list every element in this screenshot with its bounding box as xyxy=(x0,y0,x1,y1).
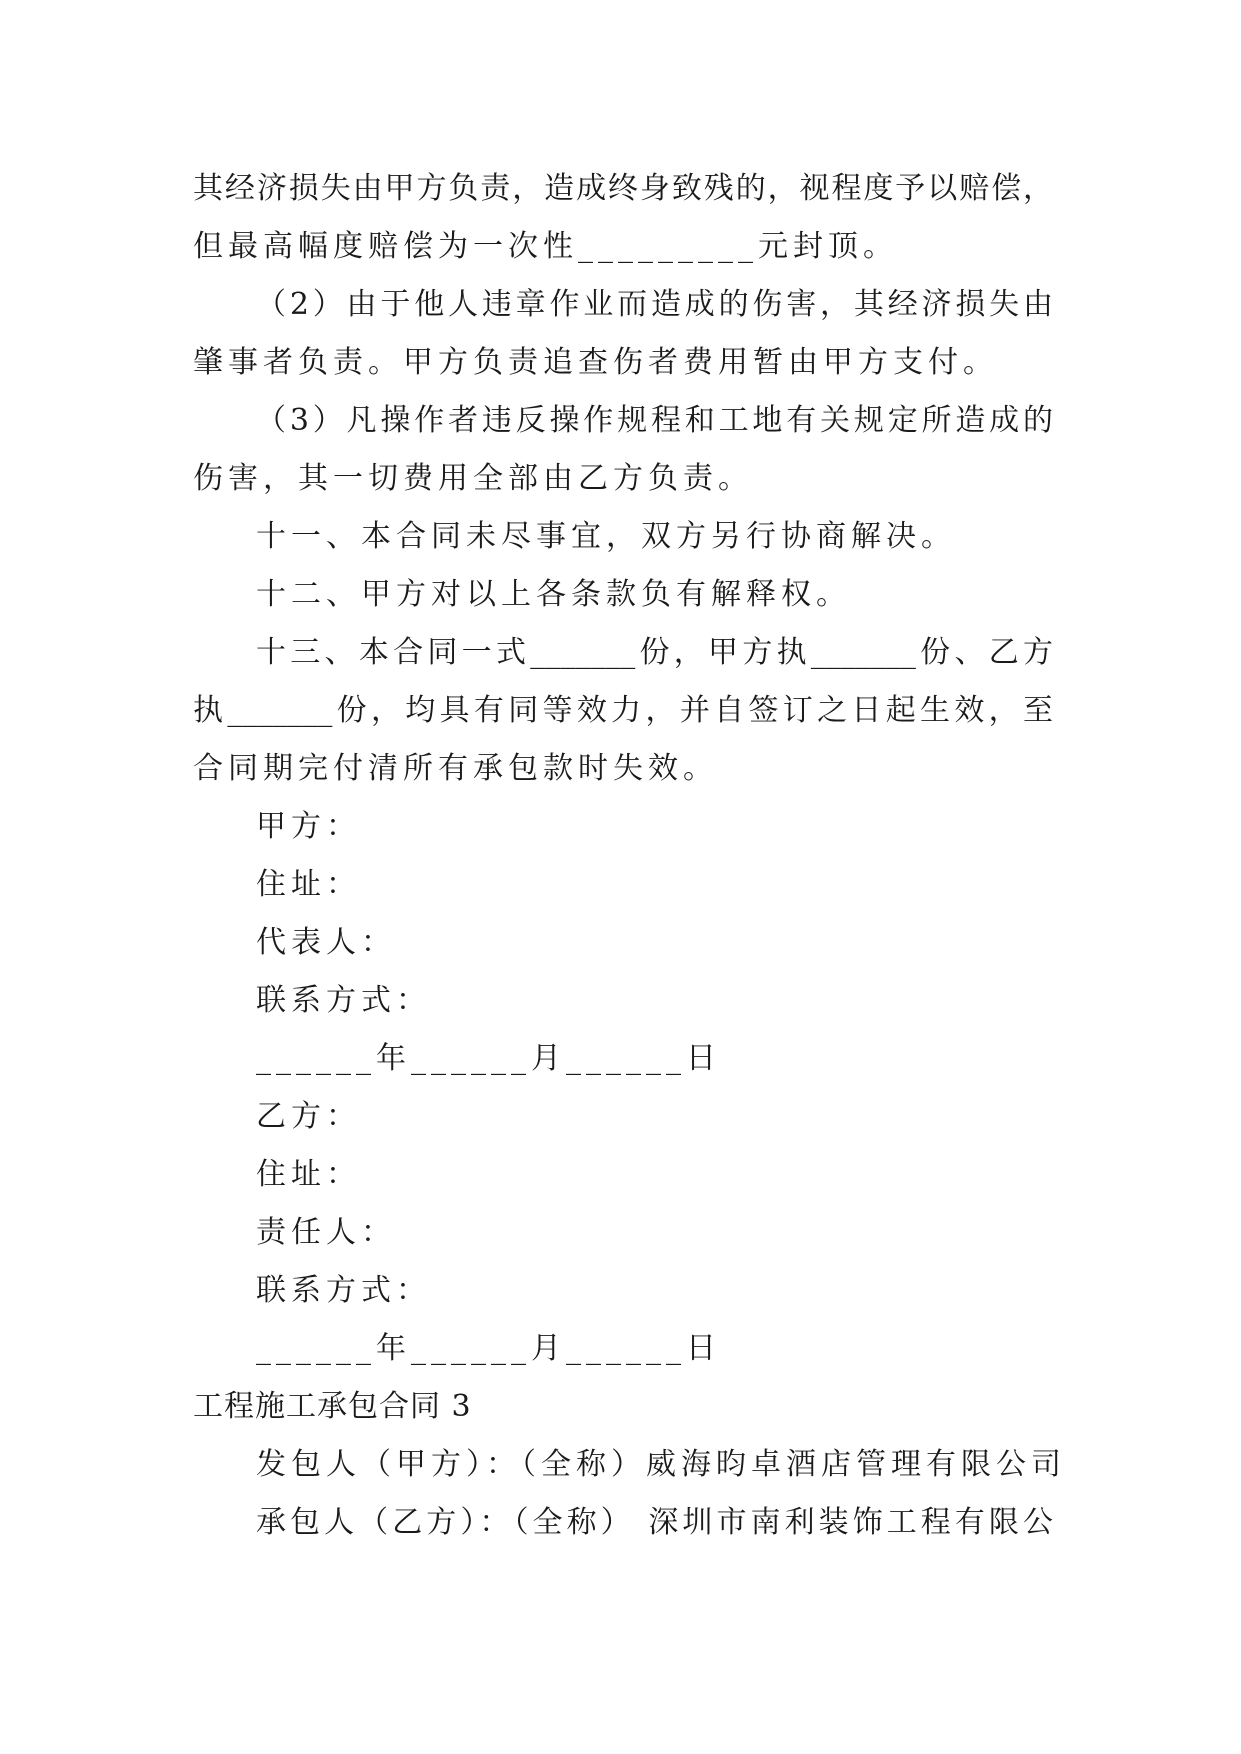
party-a-contact-label: 联系方式： xyxy=(256,983,431,1018)
party-b-date-line: ______年______月______日 xyxy=(256,1331,721,1366)
clause-line: 十三、本合同一式_______份，甲方执_______份、乙方 xyxy=(256,635,1053,670)
party-b-address-label: 住址： xyxy=(256,1157,361,1192)
employer-line: 发包人（甲方）：（全称）威海昀卓酒店管理有限公司 xyxy=(256,1447,1066,1482)
party-a-date-line: ______年______月______日 xyxy=(256,1041,721,1076)
clause-line: 执_______份，均具有同等效力，并自签订之日起生效，至 xyxy=(193,693,1053,728)
paragraph-line: 其经济损失由甲方负责，造成终身致残的，视程度予以赔偿， xyxy=(193,171,1053,206)
party-b-label: 乙方： xyxy=(256,1099,361,1134)
party-b-responsible-label: 责任人： xyxy=(256,1215,396,1250)
clause-line: 合同期完付清所有承包款时失效。 xyxy=(193,751,718,786)
party-a-address-label: 住址： xyxy=(256,867,361,902)
party-a-label: 甲方： xyxy=(256,809,361,844)
section-title: 工程施工承包合同 3 xyxy=(193,1389,472,1424)
paragraph-line: 但最高幅度赔偿为一次性_________元封顶。 xyxy=(193,229,898,264)
clause-line: 十二、甲方对以上各条款负有解释权。 xyxy=(256,577,851,612)
clause-line: 十一、本合同未尽事宜，双方另行协商解决。 xyxy=(256,519,956,554)
document-body xyxy=(193,160,1066,1552)
paragraph-line: （2）由于他人违章作业而造成的伤害，其经济损失由 xyxy=(256,287,1053,322)
paragraph-line: 肇事者负责。甲方负责追查伤者费用暂由甲方支付。 xyxy=(193,345,998,380)
paragraph-line: 伤害，其一切费用全部由乙方负责。 xyxy=(193,461,753,496)
party-b-contact-label: 联系方式： xyxy=(256,1273,431,1308)
paragraph-line: （3）凡操作者违反操作规程和工地有关规定所造成的 xyxy=(256,403,1053,438)
contractor-line: 承包人（乙方）：（全称） 深圳市南利装饰工程有限公 xyxy=(256,1505,1053,1540)
party-a-representative-label: 代表人： xyxy=(256,925,396,960)
